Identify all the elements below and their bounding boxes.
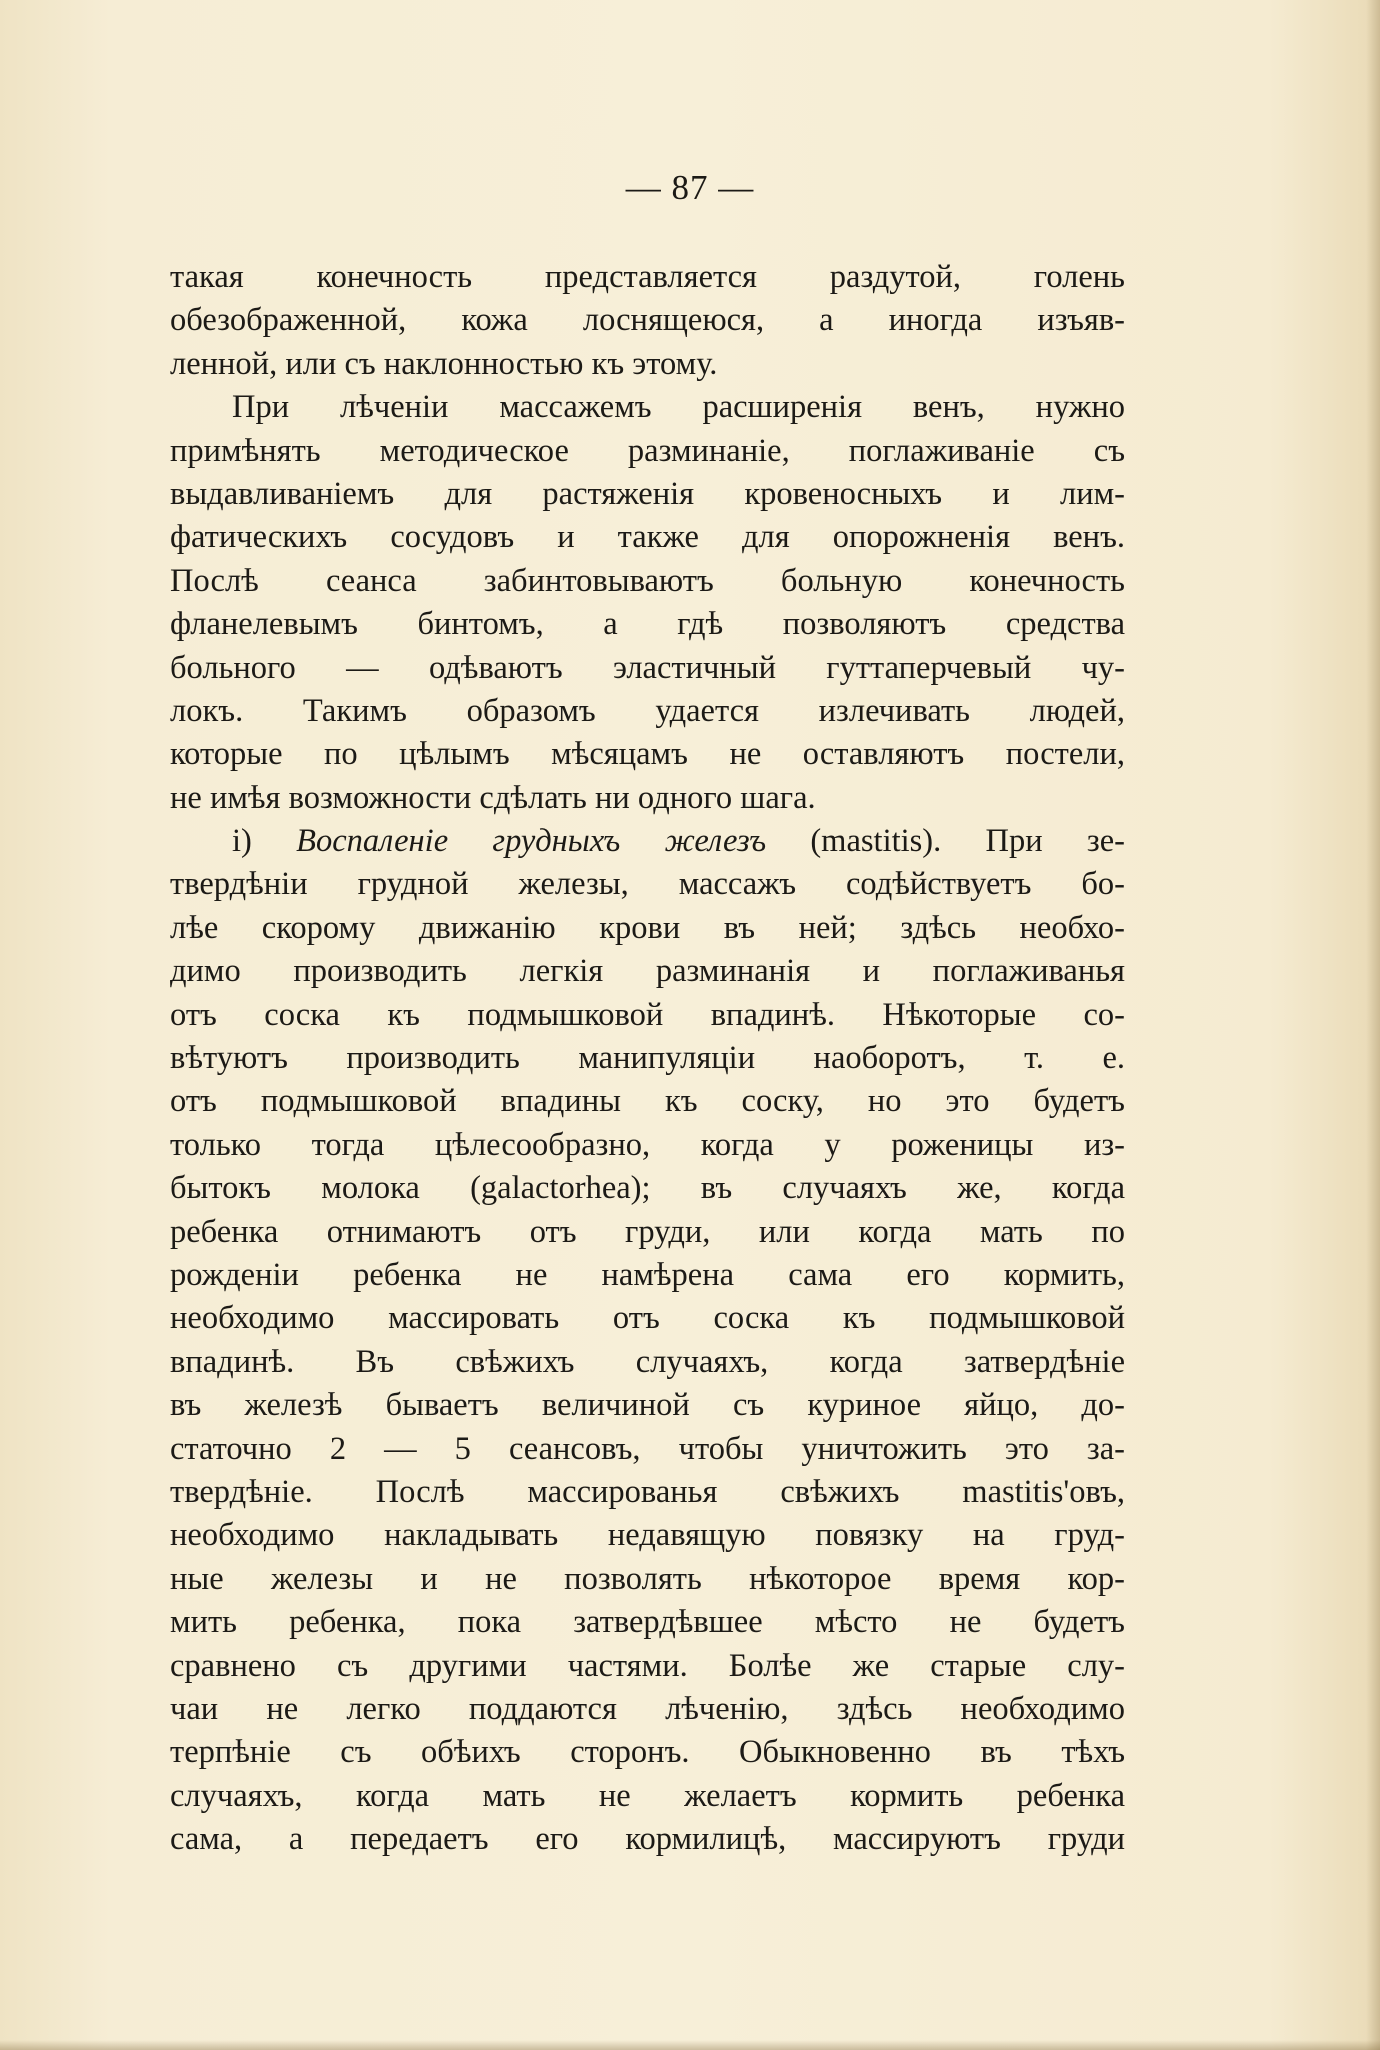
text-line: фланелевымъ бинтомъ, а гдѣ позволяютъ средства (170, 606, 1125, 643)
section-marker: i) (232, 823, 297, 860)
text-line: ные железы и не позволять нѣкоторое время кор- (170, 1560, 1125, 1597)
text-line: фатическихъ сосудовъ и также для опорожненія венъ. (170, 519, 1125, 556)
text-line: бытокъ молока (galactorhea); въ случаяхъ же, когда (170, 1170, 1125, 1207)
text-line: такая конечность представляется раздутой, голень (170, 259, 1125, 295)
text-line: сравнено съ другими частями. Болѣе же старые слу- (170, 1647, 1125, 1684)
text-line: мить ребенка, пока затвердѣвшее мѣсто не будетъ (170, 1604, 1125, 1641)
text-line: димо производить легкія разминанія и поглаживанья (170, 953, 1125, 990)
text-line: ребенка отнимаютъ отъ груди, или когда мать по (170, 1213, 1125, 1250)
text-line: выдавливаніемъ для растяженія кровеносныхъ и лим- (170, 475, 1125, 512)
text-line: Послѣ сеанса забинтовываютъ больную конечность (170, 562, 1125, 599)
page-edge-bottom (0, 2040, 1380, 2050)
text-line: примѣнять методическое разминаніе, поглаживаніе съ (170, 432, 1125, 469)
text-line: рожденіи ребенка не намѣрена сама его кормить, (170, 1256, 1125, 1293)
section-title: Воспаленіе грудныхъ железъ (296, 823, 767, 860)
text-line: сама, а передаетъ его кормилицѣ, массируютъ груди (170, 1821, 1125, 1858)
text-line: впадинѣ. Въ свѣжихъ случаяхъ, когда затвердѣніе (170, 1343, 1125, 1380)
text-line: твердѣніи грудной железы, массажъ содѣйствуетъ бо- (170, 866, 1125, 903)
page-number: — 87 — (625, 168, 755, 207)
text-line: не имѣя возможности сдѣлать ни одного шага. (170, 779, 816, 816)
section-heading-line (170, 820, 1125, 863)
text-line: которые по цѣлымъ мѣсяцамъ не оставляютъ постели, (170, 736, 1125, 773)
text-line: твердѣніе. Послѣ массированья свѣжихъ mastitis'овъ, (170, 1473, 1125, 1510)
text-line: случаяхъ, когда мать не желаетъ кормить ребенка (170, 1777, 1125, 1814)
text-line: чаи не легко поддаются лѣченію, здѣсь необходимо (170, 1690, 1125, 1727)
text-line: обезображенной, кожа лоснящеюся, а иногда изъяв- (170, 302, 1125, 339)
text-line: больного — одѣваютъ эластичный гуттаперчевый чу- (170, 649, 1125, 686)
body-text (170, 256, 1125, 1861)
text-line: локъ. Такимъ образомъ удается излечивать людей, (170, 692, 1125, 729)
text-line: необходимо накладывать недавящую повязку на груд- (170, 1517, 1125, 1554)
text-line: При лѣченіи массажемъ расширенія венъ, нужно (232, 389, 1125, 426)
text-line: въ железѣ бываетъ величиной съ куриное яйцо, до- (170, 1387, 1125, 1424)
text-line: ленной, или съ наклонностью къ этому. (170, 345, 718, 382)
text-line: отъ соска къ подмышковой впадинѣ. Нѣкоторые со- (170, 996, 1125, 1033)
page-edge-right (1366, 0, 1380, 2050)
text-line: необходимо массировать отъ соска къ подмышковой (170, 1300, 1125, 1337)
text-line: лѣе скорому движанію крови въ ней; здѣсь необхо- (170, 909, 1125, 946)
text-line: терпѣніе съ обѣихъ сторонъ. Обыкновенно въ тѣхъ (170, 1734, 1125, 1771)
text-line: только тогда цѣлесообразно, когда у роженицы из- (170, 1126, 1125, 1163)
text-line: статочно 2 — 5 сеансовъ, чтобы уничтожить это за- (170, 1430, 1125, 1467)
text-line: отъ подмышковой впадины къ соску, но это будетъ (170, 1083, 1125, 1120)
text-line: вѣтуютъ производить манипуляціи наоборотъ, т. е. (170, 1040, 1125, 1077)
section-heading-rest: (mastitis). При зе- (766, 823, 1125, 860)
